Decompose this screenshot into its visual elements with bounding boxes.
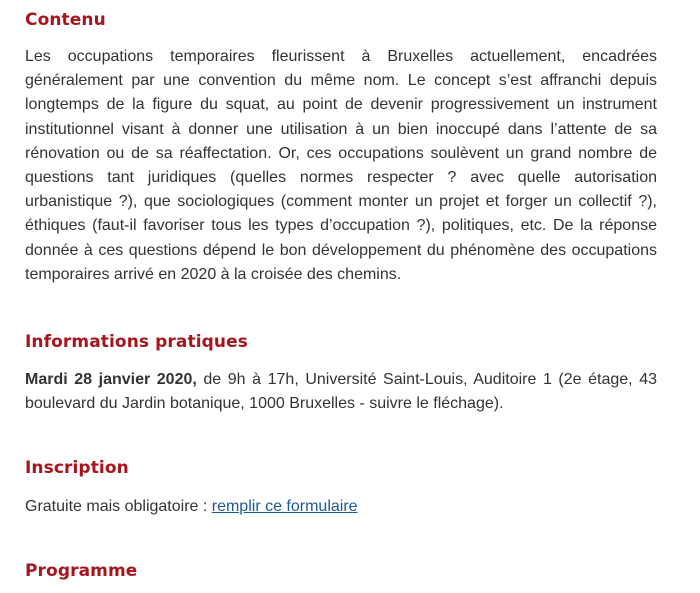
section-title-programme: Programme [25,561,138,581]
event-date: Mardi 28 janvier 2020, [25,371,197,388]
contenu-paragraph: Les occupations temporaires fleurissent à Bruxelles actuellement, encadrées généralement par une convention du même nom. Le concept s’est affranchi depuis longtemps de la figure du squat, au point de devenir progressivement un instrument institutionnel visant à donner une utilisation à un bien inoccupé dans l’attente de sa rénovation ou de sa réaffectation. Or, ces occupations soulèvent un grand nombre de questions tant juridiques (quelles normes respecter ? avec quelle autorisation urbanistique ?), que sociologiques (comment monter un projet et forger un collectif ?), éthiques (faut-il favoriser tous les types d’occupation ?), politiques, etc. De la réponse donnée à ces questions dépend le bon développement du phénomène des occupations temporaires arrivé en 2020 à la croisée des chemins. [25,48,657,283]
inscription-paragraph [25,495,657,519]
event-details: de 9h à 17h, Université Saint-Louis, Auditoire 1 (2e étage, 43 boulevard du Jardin botanique, 1000 Bruxelles - suivre le fléchage). [25,371,657,413]
registration-form-link[interactable]: remplir ce formulaire [211,498,358,515]
section-title-contenu: Contenu [25,10,106,30]
section-title-inscription: Inscription [25,458,129,478]
section-title-informations-pratiques: Informations pratiques [25,332,248,352]
informations-paragraph [25,368,657,416]
inscription-text: Gratuite mais obligatoire : [25,498,212,515]
